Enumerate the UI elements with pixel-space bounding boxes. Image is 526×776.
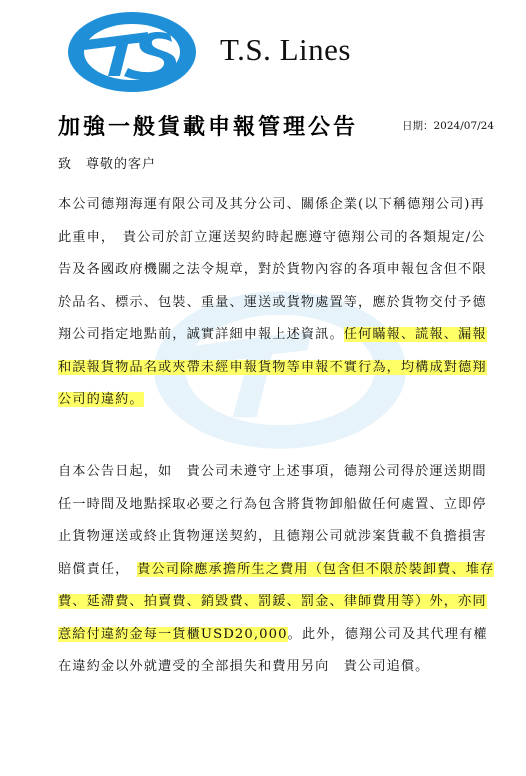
paragraph-2-highlight: 貴公司除應承擔所生之費用（包含但不限於裝卸費、堆存費、延滯費、拍賣費、銷毀費、罰鍰、罰金、律師費用等）外，亦同意給付違約金每一貨櫃USD20,000 [58, 561, 495, 642]
ts-lines-logo [66, 10, 198, 94]
paragraph-2-tail: 。此外，德翔公司及其代理有權在違約金以外就遭受的全部損失和費用另向 貴公司追償。 [58, 626, 488, 674]
paragraph-1 [58, 189, 498, 417]
greeting: 致 尊敬的客户 [58, 157, 157, 172]
paragraph-2-text: 自本公告日起，如 貴公司未遵守上述事項，德翔公司得於運送期間任一時間及地點採取必要之行為包含將貨物卸船做任何處置、立即停止貨物運送或終止貨物運送契約，且德翔公司就涉案貨載不負擔損害賠償責任， [58, 464, 487, 577]
paragraph-1-text: 本公司德翔海運有限公司及其分公司、關係企業(以下稱德翔公司)再此重申， 貴公司於訂立運送契約時起應遵守德翔公司的各類規定/公告及各國政府機關之法令規章，對於貨物內容的各項申報包含但不限於品名、標示、包裝、重量、運送或貨物處置等，應於貨物交付予德翔公司指定地點前，誠實詳細申報上述資訊。 [58, 197, 487, 342]
paragraph-1-highlight: 任何瞞報、謊報、漏報和誤報貨物品名或夾帶未經申報貨物等申報不實行為，均構成對德翔公司的違約。 [58, 327, 487, 407]
notice-date: 日期：2024/07/24 [402, 120, 495, 132]
brand-name: T.S. Lines [220, 32, 351, 67]
notice-title: 加強一般貨載申報管理公告 [58, 114, 359, 140]
paragraph-2 [58, 456, 498, 684]
